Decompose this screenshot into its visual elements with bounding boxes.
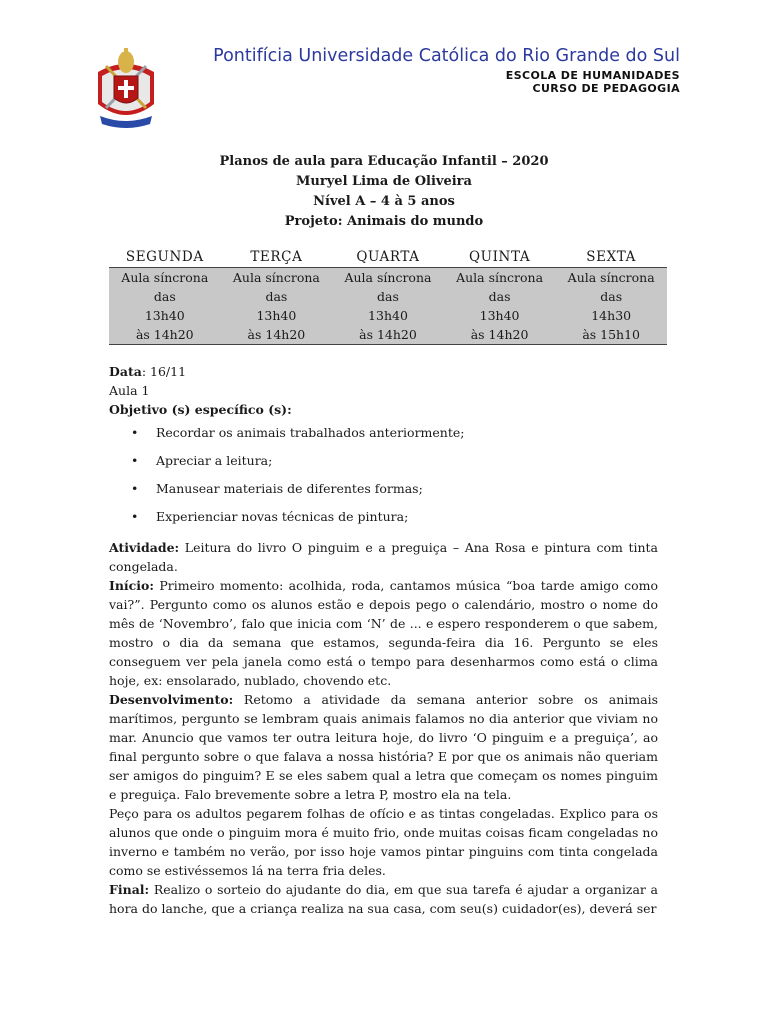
level-info: Nível A – 4 à 5 anos xyxy=(313,194,455,209)
slot-line: às 14h20 xyxy=(247,327,306,342)
date-line xyxy=(109,362,658,381)
page-header xyxy=(0,0,768,140)
slot-line: Aula síncrona xyxy=(567,270,655,285)
slot-line: 13h40 xyxy=(256,308,297,323)
slot-line: 13h40 xyxy=(368,308,408,323)
objectives-list xyxy=(109,423,658,526)
objective-text: Recordar os animais trabalhados anteriormente; xyxy=(156,425,465,440)
desenvolvimento-paragraph xyxy=(109,690,658,804)
course-name: CURSO DE PEDAGOGIA xyxy=(532,82,680,95)
desenvolvimento-text: Retomo a atividade da semana anterior sobre os animais marítimos, pergunto se lembram quais animais falamos no dia anterior que viviam no mar. Anuncio que vamos ter outra leitura hoje, do livro ‘O pinguim e a preguiça’, ao final pergunto sobre o que falava a nossa história? E por que os animais não queriam ser amigos do pinguim? E se eles sabem qual a letra que começam os nomes pinguim e preguiça. Falo brevemente sobre a letra P, mostro ela na tela. xyxy=(109,692,658,802)
day-header: TERÇA xyxy=(250,249,303,265)
final-label: Final: xyxy=(109,882,150,897)
time-slot xyxy=(444,268,556,344)
time-slot xyxy=(332,268,444,344)
school-name: ESCOLA DE HUMANIDADES xyxy=(505,69,680,82)
bullet-icon: • xyxy=(131,481,139,496)
objectives-label: Objetivo (s) específico (s): xyxy=(109,402,292,417)
schedule-header-row xyxy=(109,247,667,268)
final-paragraph xyxy=(109,880,658,918)
slot-line: das xyxy=(600,289,623,304)
inicio-text: Primeiro momento: acolhida, roda, cantamos música “boa tarde amigo como vai?”. Pergunto como os alunos estão e depois pego o calendário, mostro o nome do mês de ‘Novembro’, falo que inicia com ‘N’ de ... e espero responderem o que sabem, mostro o dia da semana que estamos, segunda-feira dia 16. Pergunto se eles conseguem ver pela janela como está o tempo para desenharmos como está o clima hoje, ex: ensolarado, nublado, chovendo etc. xyxy=(109,578,658,688)
slot-line: às 15h10 xyxy=(582,327,641,342)
time-slot xyxy=(109,268,221,344)
final-text: Realizo o sorteio do ajudante do dia, em que sua tarefa é ajudar a organizar a hora do lanche, que a criança realiza na sua casa, com seu(s) cuidador(es), deverá ser xyxy=(109,882,658,916)
slot-line: das xyxy=(153,289,176,304)
bullet-icon: • xyxy=(131,425,139,440)
day-header: QUARTA xyxy=(356,249,420,265)
slot-line: 13h40 xyxy=(479,308,520,323)
university-name: Pontifícia Universidade Católica do Rio Grande do Sul xyxy=(213,46,680,66)
list-item xyxy=(109,479,658,498)
paragraph-two: Peço para os adultos pegarem folhas de ofício e as tintas congeladas. Explico para os alunos que onde o pinguim mora é muito frio, onde muitas coisas ficam congeladas no inverno e também no verão, por isso hoje vamos pintar pinguins com tinta congelada como se estivéssemos lá na terra fria deles. xyxy=(109,806,658,878)
bullet-icon: • xyxy=(131,509,139,524)
slot-line: das xyxy=(265,289,288,304)
atividade-text: Leitura do livro O pinguim e a preguiça – Ana Rosa e pintura com tinta congelada. xyxy=(109,540,658,574)
objective-text: Manusear materiais de diferentes formas; xyxy=(156,481,423,496)
slot-line: Aula síncrona xyxy=(456,270,544,285)
schedule-table xyxy=(109,247,667,345)
slot-line: Aula síncrona xyxy=(121,270,209,285)
inicio-label: Início: xyxy=(109,578,154,593)
day-header: QUINTA xyxy=(468,249,531,265)
time-slot xyxy=(221,268,333,344)
date-value: : 16/11 xyxy=(141,364,187,379)
slot-line: das xyxy=(488,289,511,304)
document-titles xyxy=(0,152,768,232)
slot-line: 13h40 xyxy=(144,308,185,323)
aula-line: Aula 1 xyxy=(109,383,150,398)
day-header: SEXTA xyxy=(586,249,637,265)
atividade-paragraph xyxy=(109,538,658,576)
slot-line: Aula síncrona xyxy=(232,270,320,285)
objective-text: Experienciar novas técnicas de pintura; xyxy=(156,509,409,524)
inicio-paragraph xyxy=(109,576,658,690)
atividade-label: Atividade: xyxy=(109,540,180,555)
desenvolvimento-label: Desenvolvimento: xyxy=(109,692,234,707)
schedule-time-row xyxy=(109,268,667,345)
time-slot xyxy=(555,268,667,344)
objective-text: Apreciar a leitura; xyxy=(156,453,273,468)
document-title: Planos de aula para Educação Infantil – 2020 xyxy=(219,154,549,169)
list-item xyxy=(109,507,658,526)
slot-line: às 14h20 xyxy=(135,327,194,342)
slot-line: Aula síncrona xyxy=(344,270,432,285)
bullet-icon: • xyxy=(131,453,139,468)
slot-line: às 14h20 xyxy=(359,327,417,342)
day-header: SEGUNDA xyxy=(125,249,204,265)
slot-line: 14h30 xyxy=(591,308,632,323)
lesson-content xyxy=(109,362,658,918)
list-item xyxy=(109,451,658,470)
slot-line: das xyxy=(377,289,399,304)
slot-line: às 14h20 xyxy=(470,327,529,342)
project-title: Projeto: Animais do mundo xyxy=(284,214,484,229)
author-name: Muryel Lima de Oliveira xyxy=(296,174,472,189)
list-item xyxy=(109,423,658,442)
university-crest-icon xyxy=(94,46,158,130)
date-label: Data xyxy=(109,364,142,379)
